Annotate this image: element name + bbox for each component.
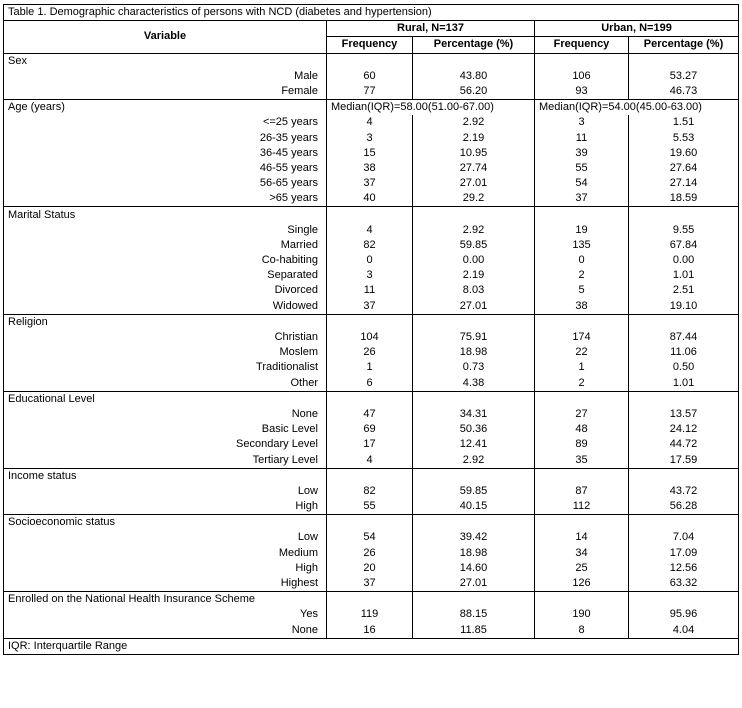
row-label: Tertiary Level [4, 452, 327, 468]
urban-frequency-cell: 38 [535, 299, 629, 315]
empty-cell [413, 53, 535, 69]
table-row [4, 330, 739, 345]
empty-cell [327, 468, 413, 484]
table-row [4, 530, 739, 545]
rural-frequency-cell: 54 [327, 530, 413, 545]
urban-frequency-cell: 93 [535, 84, 629, 100]
urban-frequency-cell: 126 [535, 576, 629, 592]
row-label: Single [4, 223, 327, 238]
rural-percentage-cell: 2.92 [413, 223, 535, 238]
urban-percentage-cell: 24.12 [629, 422, 739, 437]
urban-percentage-cell: 19.10 [629, 299, 739, 315]
table-row [4, 561, 739, 576]
urban-frequency-cell: 0 [535, 253, 629, 268]
rural-percentage-cell: 18.98 [413, 546, 535, 561]
rural-frequency-cell: 3 [327, 131, 413, 146]
demographics-table [3, 4, 739, 655]
urban-percentage-cell: 27.64 [629, 161, 739, 176]
group-header-row [4, 207, 739, 223]
row-label: Medium [4, 546, 327, 561]
row-label: Moslem [4, 345, 327, 360]
empty-cell [629, 391, 739, 407]
row-label: Secondary Level [4, 437, 327, 452]
caption-row [4, 5, 739, 21]
rural-percentage-cell: 0.00 [413, 253, 535, 268]
urban-frequency-cell: 39 [535, 146, 629, 161]
table-row [4, 452, 739, 468]
group-title: Religion [4, 314, 327, 330]
rural-frequency-cell: 60 [327, 69, 413, 84]
urban-percentage-cell: 56.28 [629, 499, 739, 515]
row-label: Other [4, 376, 327, 392]
table-row [4, 437, 739, 452]
table-footnote: IQR: Interquartile Range [4, 638, 739, 654]
rural-percentage-cell: 14.60 [413, 561, 535, 576]
table-row [4, 84, 739, 100]
urban-header: Urban, N=199 [535, 21, 739, 37]
table-row [4, 499, 739, 515]
rural-frequency-cell: 55 [327, 499, 413, 515]
urban-percentage-cell: 46.73 [629, 84, 739, 100]
urban-frequency-cell: 22 [535, 345, 629, 360]
rural-frequency-cell: 4 [327, 115, 413, 130]
urban-percentage-header: Percentage (%) [629, 37, 739, 53]
urban-percentage-cell: 1.01 [629, 376, 739, 392]
row-label: Co-habiting [4, 253, 327, 268]
rural-frequency-cell: 82 [327, 484, 413, 499]
empty-cell [629, 314, 739, 330]
rural-percentage-cell: 2.92 [413, 115, 535, 130]
urban-percentage-cell: 1.01 [629, 268, 739, 283]
urban-frequency-cell: 5 [535, 283, 629, 298]
row-label: Low [4, 484, 327, 499]
row-label: Low [4, 530, 327, 545]
table-caption: Table 1. Demographic characteristics of persons with NCD (diabetes and hypertension) [4, 5, 739, 21]
row-label: Female [4, 84, 327, 100]
rural-percentage-cell: 59.85 [413, 238, 535, 253]
header-row-1 [4, 21, 739, 37]
row-label: None [4, 623, 327, 639]
row-label: 56-65 years [4, 176, 327, 191]
table-row [4, 268, 739, 283]
rural-frequency-cell: 16 [327, 623, 413, 639]
urban-percentage-cell: 18.59 [629, 191, 739, 207]
group-title: Age (years) [4, 100, 327, 116]
rural-percentage-cell: 0.73 [413, 360, 535, 375]
empty-cell [327, 314, 413, 330]
rural-frequency-cell: 17 [327, 437, 413, 452]
urban-frequency-cell: 25 [535, 561, 629, 576]
empty-cell [629, 468, 739, 484]
urban-percentage-cell: 0.50 [629, 360, 739, 375]
rural-percentage-cell: 27.01 [413, 299, 535, 315]
empty-cell [535, 468, 629, 484]
rural-frequency-cell: 0 [327, 253, 413, 268]
urban-percentage-cell: 43.72 [629, 484, 739, 499]
table-row [4, 607, 739, 622]
group-title: Enrolled on the National Health Insurance Scheme [4, 592, 327, 608]
empty-cell [327, 391, 413, 407]
urban-frequency-cell: 34 [535, 546, 629, 561]
urban-frequency-cell: 1 [535, 360, 629, 375]
urban-frequency-cell: 35 [535, 452, 629, 468]
row-label: High [4, 561, 327, 576]
table-row [4, 191, 739, 207]
empty-cell [535, 592, 629, 608]
empty-cell [327, 53, 413, 69]
row-label: None [4, 407, 327, 422]
table-row [4, 69, 739, 84]
rural-percentage-cell: 27.01 [413, 176, 535, 191]
rural-percentage-cell: 34.31 [413, 407, 535, 422]
urban-percentage-cell: 1.51 [629, 115, 739, 130]
rural-percentage-cell: 56.20 [413, 84, 535, 100]
row-label: 46-55 years [4, 161, 327, 176]
urban-frequency-cell: 37 [535, 191, 629, 207]
rural-header: Rural, N=137 [327, 21, 535, 37]
rural-frequency-cell: 3 [327, 268, 413, 283]
rural-frequency-cell: 20 [327, 561, 413, 576]
rural-frequency-cell: 15 [327, 146, 413, 161]
rural-frequency-cell: 77 [327, 84, 413, 100]
empty-cell [629, 592, 739, 608]
rural-frequency-cell: 4 [327, 452, 413, 468]
row-label: Married [4, 238, 327, 253]
rural-frequency-header: Frequency [327, 37, 413, 53]
demographics-table-container [3, 4, 738, 655]
rural-percentage-cell: 40.15 [413, 499, 535, 515]
row-label: Basic Level [4, 422, 327, 437]
urban-percentage-cell: 53.27 [629, 69, 739, 84]
table-row [4, 283, 739, 298]
urban-percentage-cell: 63.32 [629, 576, 739, 592]
urban-percentage-cell: 17.09 [629, 546, 739, 561]
footnote-row [4, 638, 739, 654]
urban-median-iqr: Median(IQR)=54.00(45.00-63.00) [535, 100, 739, 116]
table-row [4, 484, 739, 499]
empty-cell [535, 391, 629, 407]
urban-percentage-cell: 4.04 [629, 623, 739, 639]
group-title: Educational Level [4, 391, 327, 407]
urban-percentage-cell: 11.06 [629, 345, 739, 360]
empty-cell [535, 207, 629, 223]
urban-frequency-cell: 87 [535, 484, 629, 499]
urban-frequency-cell: 19 [535, 223, 629, 238]
table-row [4, 422, 739, 437]
table-row [4, 223, 739, 238]
empty-cell [327, 207, 413, 223]
rural-frequency-cell: 37 [327, 576, 413, 592]
urban-percentage-cell: 27.14 [629, 176, 739, 191]
rural-frequency-cell: 1 [327, 360, 413, 375]
urban-frequency-cell: 48 [535, 422, 629, 437]
table-row [4, 176, 739, 191]
urban-frequency-cell: 11 [535, 131, 629, 146]
row-label: >65 years [4, 191, 327, 207]
urban-percentage-cell: 9.55 [629, 223, 739, 238]
rural-percentage-cell: 12.41 [413, 437, 535, 452]
table-row [4, 161, 739, 176]
urban-percentage-cell: 5.53 [629, 131, 739, 146]
rural-frequency-cell: 37 [327, 299, 413, 315]
empty-cell [327, 592, 413, 608]
table-body [4, 5, 739, 639]
urban-frequency-cell: 8 [535, 623, 629, 639]
rural-frequency-cell: 26 [327, 546, 413, 561]
rural-frequency-cell: 47 [327, 407, 413, 422]
table-row [4, 345, 739, 360]
rural-percentage-cell: 59.85 [413, 484, 535, 499]
table-row [4, 576, 739, 592]
urban-frequency-cell: 27 [535, 407, 629, 422]
row-label: 36-45 years [4, 146, 327, 161]
group-header-row [4, 53, 739, 69]
table-row [4, 131, 739, 146]
rural-frequency-cell: 38 [327, 161, 413, 176]
rural-percentage-cell: 27.74 [413, 161, 535, 176]
rural-frequency-cell: 82 [327, 238, 413, 253]
empty-cell [413, 592, 535, 608]
urban-frequency-cell: 135 [535, 238, 629, 253]
group-title: Marital Status [4, 207, 327, 223]
urban-frequency-cell: 2 [535, 376, 629, 392]
table-row [4, 623, 739, 639]
urban-frequency-cell: 112 [535, 499, 629, 515]
urban-percentage-cell: 19.60 [629, 146, 739, 161]
rural-frequency-cell: 69 [327, 422, 413, 437]
rural-percentage-cell: 88.15 [413, 607, 535, 622]
rural-percentage-cell: 2.19 [413, 268, 535, 283]
empty-cell [413, 468, 535, 484]
rural-percentage-cell: 11.85 [413, 623, 535, 639]
rural-frequency-cell: 119 [327, 607, 413, 622]
row-label: Christian [4, 330, 327, 345]
table-row [4, 238, 739, 253]
rural-frequency-cell: 6 [327, 376, 413, 392]
group-title: Sex [4, 53, 327, 69]
row-label: 26-35 years [4, 131, 327, 146]
row-label: High [4, 499, 327, 515]
rural-percentage-cell: 39.42 [413, 530, 535, 545]
table-row [4, 376, 739, 392]
empty-cell [327, 515, 413, 531]
urban-frequency-cell: 14 [535, 530, 629, 545]
rural-percentage-cell: 43.80 [413, 69, 535, 84]
urban-frequency-cell: 174 [535, 330, 629, 345]
row-label: Widowed [4, 299, 327, 315]
rural-percentage-cell: 2.19 [413, 131, 535, 146]
urban-percentage-cell: 95.96 [629, 607, 739, 622]
rural-frequency-cell: 37 [327, 176, 413, 191]
rural-frequency-cell: 40 [327, 191, 413, 207]
group-title: Socioeconomic status [4, 515, 327, 531]
row-label: Traditionalist [4, 360, 327, 375]
empty-cell [413, 391, 535, 407]
table-row [4, 407, 739, 422]
group-header-row [4, 468, 739, 484]
row-label: Separated [4, 268, 327, 283]
group-header-row [4, 100, 739, 116]
row-label: Male [4, 69, 327, 84]
table-row [4, 115, 739, 130]
table-row [4, 299, 739, 315]
urban-percentage-cell: 12.56 [629, 561, 739, 576]
rural-frequency-cell: 26 [327, 345, 413, 360]
empty-cell [413, 314, 535, 330]
empty-cell [413, 207, 535, 223]
urban-percentage-cell: 17.59 [629, 452, 739, 468]
urban-frequency-cell: 54 [535, 176, 629, 191]
table-row [4, 253, 739, 268]
group-title: Income status [4, 468, 327, 484]
urban-frequency-header: Frequency [535, 37, 629, 53]
table-row [4, 546, 739, 561]
empty-cell [413, 515, 535, 531]
urban-percentage-cell: 7.04 [629, 530, 739, 545]
group-header-row [4, 515, 739, 531]
urban-frequency-cell: 89 [535, 437, 629, 452]
empty-cell [629, 207, 739, 223]
urban-percentage-cell: 44.72 [629, 437, 739, 452]
group-header-row [4, 391, 739, 407]
group-header-row [4, 592, 739, 608]
rural-percentage-cell: 2.92 [413, 452, 535, 468]
rural-percentage-cell: 75.91 [413, 330, 535, 345]
rural-percentage-cell: 27.01 [413, 576, 535, 592]
rural-frequency-cell: 4 [327, 223, 413, 238]
urban-percentage-cell: 87.44 [629, 330, 739, 345]
row-label: Yes [4, 607, 327, 622]
urban-frequency-cell: 2 [535, 268, 629, 283]
urban-frequency-cell: 55 [535, 161, 629, 176]
rural-percentage-cell: 8.03 [413, 283, 535, 298]
empty-cell [535, 53, 629, 69]
row-label: <=25 years [4, 115, 327, 130]
urban-percentage-cell: 0.00 [629, 253, 739, 268]
empty-cell [535, 314, 629, 330]
rural-percentage-cell: 18.98 [413, 345, 535, 360]
rural-frequency-cell: 11 [327, 283, 413, 298]
rural-percentage-header: Percentage (%) [413, 37, 535, 53]
rural-percentage-cell: 10.95 [413, 146, 535, 161]
urban-frequency-cell: 3 [535, 115, 629, 130]
empty-cell [629, 515, 739, 531]
group-header-row [4, 314, 739, 330]
empty-cell [629, 53, 739, 69]
table-row [4, 146, 739, 161]
rural-percentage-cell: 4.38 [413, 376, 535, 392]
rural-percentage-cell: 29.2 [413, 191, 535, 207]
rural-percentage-cell: 50.36 [413, 422, 535, 437]
urban-percentage-cell: 2.51 [629, 283, 739, 298]
row-label: Highest [4, 576, 327, 592]
row-label: Divorced [4, 283, 327, 298]
table-row [4, 360, 739, 375]
empty-cell [535, 515, 629, 531]
variable-header: Variable [4, 21, 327, 53]
urban-percentage-cell: 67.84 [629, 238, 739, 253]
rural-median-iqr: Median(IQR)=58.00(51.00-67.00) [327, 100, 535, 116]
urban-frequency-cell: 106 [535, 69, 629, 84]
rural-frequency-cell: 104 [327, 330, 413, 345]
urban-percentage-cell: 13.57 [629, 407, 739, 422]
urban-frequency-cell: 190 [535, 607, 629, 622]
